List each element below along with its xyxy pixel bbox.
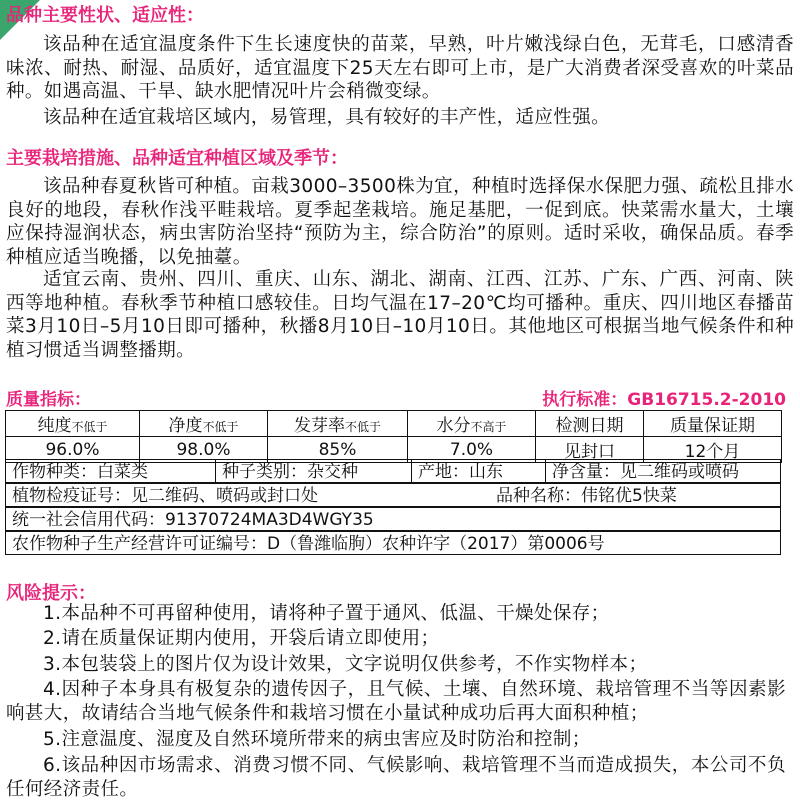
credit-code: 统一社会信用代码：91370724MA3D4WGY35 — [12, 510, 374, 530]
risk-item-1: 1.本品种不可再留种使用，请将种子置于通风、低温、干燥处保存； — [43, 603, 610, 624]
value-moisture: 7.0% — [408, 437, 536, 463]
section1-paragraph2: 该品种在适宜栽培区域内，易管理，具有较好的丰产性，适应性强。 — [43, 107, 611, 128]
header-purity: 纯度不低于 — [6, 411, 140, 437]
credit-code-row — [5, 507, 781, 531]
value-cleanliness: 98.0% — [140, 437, 268, 463]
section1-title: 品种主要性状、适应性： — [6, 5, 204, 26]
risk-item-6: 6.该品种因市场需求、消费习惯不同、气候影响、栽培管理不当而造成损失，本公司不负任何经济责任。 — [6, 755, 786, 800]
quality-table — [5, 410, 782, 463]
header-germination: 发芽率不低于 — [268, 411, 408, 437]
risk-title: 风险提示： — [6, 583, 96, 604]
section2-paragraph2: 适宜云南、贵州、四川、重庆、山东、湖北、湖南、江西、江苏、广东、广西、河南、陕西等地种植。春秋季节种植口感较佳。日均气温在17–20℃均可播种。重庆、四川地区春播苗菜3月10日–5月10日即可播种，秋播8月10日–10月10日。其他地区可根据当地气候条件和种植习惯适当调整播期。 — [6, 269, 794, 361]
risk-item-3: 3.本包装袋上的图片仅为设计效果，文字说明仅供参考，不作实物样本； — [43, 654, 648, 675]
license-row — [5, 531, 781, 555]
header-cleanliness: 净度不低于 — [140, 411, 268, 437]
risk-item-4: 4.因种子本身具有极复杂的遗传因子，且气候、土壤、自然环境、栽培管理不当等因素影响甚大，故请结合当地气候条件和栽培习惯在小量试种成功后再大面积种植； — [6, 679, 786, 724]
quality-title: 质量指标： — [6, 390, 91, 410]
quarantine-number: 植物检疫证号：见二维码、喷码或封口处 — [12, 486, 318, 506]
crop-info-row — [5, 459, 781, 483]
section2-title: 主要栽培措施、品种适宜种植区域及季节： — [6, 148, 348, 169]
net-content: 净含量：见二维码或喷码 — [552, 462, 739, 482]
value-warranty: 12个月 — [644, 437, 782, 463]
variety-name: 品种名称：伟铭优5快菜 — [496, 486, 677, 506]
seed-type: 种子类别：杂交种 — [216, 460, 412, 482]
header-moisture: 水分不高于 — [408, 411, 536, 437]
risk-item-2: 2.请在质量保证期内使用，开袋后请立即使用； — [43, 628, 440, 649]
value-germination: 85% — [268, 437, 408, 463]
value-purity: 96.0% — [6, 437, 140, 463]
quality-header-row — [6, 411, 782, 437]
header-warranty: 质量保证期 — [644, 411, 782, 437]
section1-paragraph1: 该品种在适宜温度条件下生长速度快的苗菜，早熟，叶片嫩浅绿白色，无茸毛，口感清香味浓、耐热、耐湿、品质好，适宜温度下25天左右即可上市，是广大消费者深受喜欢的叶菜品种。如遇高温、干旱、缺水肥情况叶片会稍微变绿。 — [6, 34, 794, 102]
header-test-date: 检测日期 — [536, 411, 644, 437]
quality-standard: 执行标准：GB16715.2-2010 — [542, 390, 786, 410]
value-test-date: 见封口 — [536, 437, 644, 463]
risk-item-5: 5.注意温度、湿度及自然环境所带来的病虫害应及时防治和控制； — [43, 729, 591, 750]
quality-header — [6, 385, 786, 409]
origin: 产地：山东 — [412, 460, 546, 482]
license-number: 农作物种子生产经营许可证编号：D（鲁潍临朐）农种许字（2017）第0006号 — [12, 534, 605, 554]
crop-type: 作物种类：白菜类 — [6, 460, 216, 482]
quarantine-row — [5, 483, 781, 507]
section2-paragraph1: 该品种春夏秋皆可种植。亩栽3000–3500株为宜，种植时选择保水保肥力强、疏松且排水良好的地段，春秋作浅平畦栽培。夏季起垄栽培。施足基肥，一促到底。快菜需水量大，土壤应保持湿润状态，病虫害防治坚持“预防为主，综合防治”的原则。适时采收，确保品质。春季种植应适当晚播，以免抽薹。 — [6, 176, 794, 268]
